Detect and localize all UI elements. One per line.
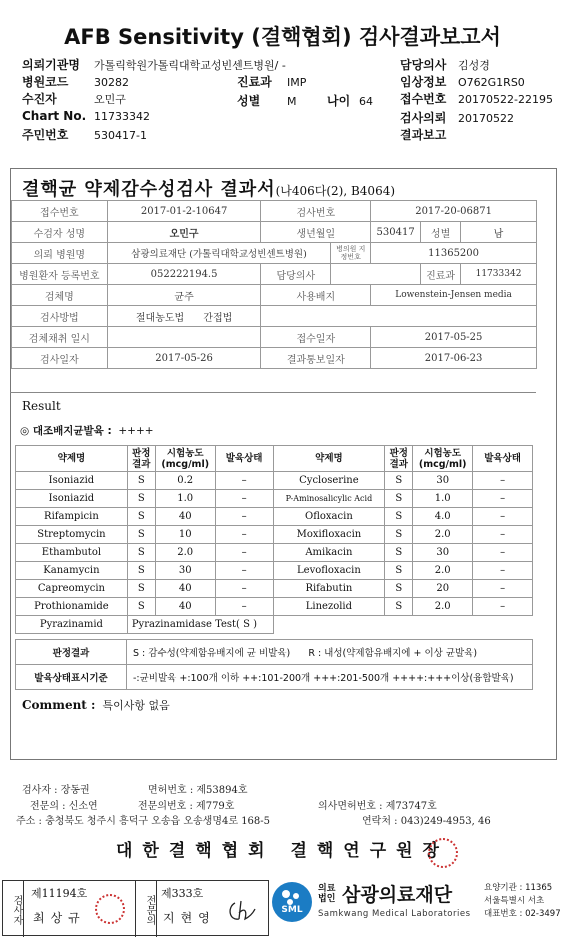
drug-cell-l-name: Rifampicin (16, 508, 128, 526)
drug-cell-r-name: Levofloxacin (273, 562, 385, 580)
drug-cell-l-grow: – (215, 472, 273, 490)
table-row (16, 472, 533, 490)
drug-cell-r-res: S (385, 526, 413, 544)
drug-cell-r-grow: – (473, 526, 533, 544)
footer-expert: 전문의 : 신소연 (30, 801, 98, 812)
drug-cell-l-name: Prothionamide (16, 598, 128, 616)
tester-tag: 검사자 (3, 881, 24, 937)
drug-cell-l-name: Isoniazid (16, 472, 128, 490)
table-row (16, 526, 533, 544)
drug-cell-l-conc: 10 (155, 526, 215, 544)
header-sex: 성별 M (237, 94, 297, 108)
institution-info: 요양기관 : 11365 서울특별시 서초 대표번호 : 02-3497 (484, 883, 561, 919)
drug-cell-r-name: P-Aminosalicylic Acid (273, 490, 385, 508)
drug-cell-l-res: S (127, 508, 155, 526)
table-row (16, 508, 533, 526)
table-row (16, 490, 533, 508)
drug-cell-l-grow: – (215, 544, 273, 562)
footer-tel: 연락처 : 043)249-4953, 46 (362, 816, 491, 827)
footer-tester: 검사자 : 장동권 (22, 785, 90, 796)
drug-cell-l-name: Ethambutol (16, 544, 128, 562)
drug-cell-l-grow: – (215, 490, 273, 508)
drug-cell-l-grow: – (215, 526, 273, 544)
drug-cell-r-res: S (385, 562, 413, 580)
header-age: 나이 64 (327, 94, 373, 108)
logo-name: 삼광의료재단 (342, 884, 453, 906)
logo-prefix: 의료법인 (318, 884, 336, 904)
drug-cell-r-conc: 2.0 (413, 562, 473, 580)
drug-cell-l-grow: – (215, 598, 273, 616)
drug-cell-r-name: Ofloxacin (273, 508, 385, 526)
drug-cell-r-conc: 30 (413, 472, 473, 490)
footer-license: 면허번호 : 제53894호 (148, 785, 248, 796)
drug-cell-r-grow: – (473, 508, 533, 526)
official-seal (428, 838, 458, 868)
drug-cell-l-name: Kanamycin (16, 562, 128, 580)
drug-cell-l-name: Isoniazid (16, 490, 128, 508)
footer-expert-no: 전문의번호 : 제779호 (138, 801, 235, 812)
drug-cell-r-name: Cycloserine (273, 472, 385, 490)
drug-cell-r-res: S (385, 490, 413, 508)
legend-table: 판정결과 S : 감수성(약제함유배지에 균 비발육) R : 내성(약제함유배지에 + 이상 균발육) 발육상태표시기준 -:균비발육 +:100개 이하 ++:101-200개 +++:201-500개 ++++:+++이상(융합발육) (15, 639, 533, 690)
expert-no: 제333호 (161, 887, 204, 900)
drug-cell-l-conc: 40 (155, 508, 215, 526)
drug-cell-l-res: S (127, 490, 155, 508)
drug-cell-r-grow: – (473, 562, 533, 580)
drug-cell-l-res: S (127, 580, 155, 598)
drug-cell-l-res: S (127, 598, 155, 616)
drug-cell-l-grow: – (215, 508, 273, 526)
sheet-title: 결핵균 약제감수성검사 결과서(나406다(2), B4064) (22, 179, 396, 200)
control-culture: ◎ 대조배지균발육 : ++++ (20, 425, 154, 437)
drug-cell-l-name: Streptomycin (16, 526, 128, 544)
drug-cell-l-conc: 0.2 (155, 472, 215, 490)
drug-cell-l-conc: 40 (155, 598, 215, 616)
drug-cell-r-res: S (385, 598, 413, 616)
association-name: 대한결핵협회 결핵연구원장 (116, 841, 449, 861)
drug-cell-r-conc: 1.0 (413, 490, 473, 508)
tester-seal (95, 894, 125, 924)
header-left: 의뢰기관명 가톨릭학원가톨릭대학교성빈센트병원/ - 병원코드 30282 수진자 오민구 Chart No. 11733342 주민번호 530417-1 (22, 58, 286, 142)
drug-cell-r-res: S (385, 472, 413, 490)
drug-cell-r-conc: 30 (413, 544, 473, 562)
result-label: Result (22, 399, 61, 413)
drug-cell-r-name: Linezolid (273, 598, 385, 616)
drug-cell-l-conc: 2.0 (155, 544, 215, 562)
drug-cell-r-res: S (385, 580, 413, 598)
expert-tag: 전문의 (135, 881, 157, 937)
table-row (16, 562, 533, 580)
drug-cell-r-conc: 4.0 (413, 508, 473, 526)
drug-cell-r-conc: 20 (413, 580, 473, 598)
drug-cell-l-grow: – (215, 580, 273, 598)
drug-cell-r-conc: 2.0 (413, 526, 473, 544)
drug-cell-r-name: Amikacin (273, 544, 385, 562)
drug-cell-l-res: S (127, 562, 155, 580)
comment: Comment : 특이사항 없음 (22, 698, 170, 712)
drug-cell-r-grow: – (473, 490, 533, 508)
drug-cell-r-grow: – (473, 598, 533, 616)
drug-cell-l-conc: 1.0 (155, 490, 215, 508)
drug-cell-r-grow: – (473, 580, 533, 598)
drug-cell-l-conc: 30 (155, 562, 215, 580)
drug-cell-r-grow: – (473, 472, 533, 490)
table-row (16, 580, 533, 598)
patient-info-table: 접수번호 2017-01-2-10647 검사번호 2017-20-06871 수검자 성명 오민구 생년월일 530417 성별 남 의뢰 병원명 삼광의료재단 (가톨릭대학교성빈센트병원) 병의원 지정번호 11365200 병원환자 등록번호 052222194.5 담당의사 진료과 11733342 검체명 균주 사용배지 Lowenstein-Jensen media 검사방법 절대농도법 간접법 검체채취 일시 접수일자 2017-05-25 검사일자 2017-05-26 결과통보일자 2017-06-23 (11, 200, 537, 369)
expert-signature (225, 897, 257, 925)
drug-table: 약제명 판정결과 시험농도(mcg/ml) 발육상태 약제명 판정결과 시험농도(mcg/ml) 발육상태 Isoniazid S 0.2 – Cycloserine S 30 – Isoniazid S 1.0 – P-Aminosalicylic Acid S 1.0 – Rifampicin S 40 – Ofloxacin S 4.0 – Streptomycin S 10 – Moxifloxacin S 2.0 – Ethambutol S 2.0 – Amikacin S 30 – Kanamycin S 30 – Levofloxacin S 2.0 – Capreomycin S 40 – Rifabutin S 20 – Prothionamide S 40 – Linezolid S 2.0 – Pyrazinamid Pyrazinamidase Test( S ) (15, 445, 533, 634)
drug-cell-r-name: Moxifloxacin (273, 526, 385, 544)
drug-cell-l-grow: – (215, 562, 273, 580)
footer-address: 주소 : 충청북도 청주시 흥덕구 오송읍 오송생명4로 168-5 (16, 816, 271, 827)
drug-cell-r-res: S (385, 508, 413, 526)
tester-name: 최상규 (33, 911, 86, 925)
drug-cell-l-name: Capreomycin (16, 580, 128, 598)
drug-cell-r-grow: – (473, 544, 533, 562)
header-dept: 진료과 IMP (237, 75, 307, 89)
pza-result: Pyrazinamidase Test( S ) (127, 616, 273, 634)
sml-logo-icon: SML (272, 882, 312, 922)
signature-box (2, 880, 269, 936)
drug-cell-r-conc: 2.0 (413, 598, 473, 616)
drug-cell-l-res: S (127, 544, 155, 562)
pza-name: Pyrazinamid (16, 616, 128, 634)
logo-english: Samkwang Medical Laboratories (318, 909, 471, 919)
tester-no: 제11194호 (31, 887, 88, 900)
table-row (16, 598, 533, 616)
footer-doc-license: 의사면허번호 : 제73747호 (318, 801, 437, 812)
drug-cell-r-name: Rifabutin (273, 580, 385, 598)
table-row (16, 544, 533, 562)
drug-cell-l-res: S (127, 472, 155, 490)
report-title: AFB Sensitivity (결핵협회) 검사결과보고서 (64, 25, 501, 49)
drug-cell-r-res: S (385, 544, 413, 562)
expert-name: 지현영 (163, 911, 216, 925)
drug-cell-l-res: S (127, 526, 155, 544)
header-right: 담당의사 김성경 임상정보 O762G1RS0 접수번호 20170522-22195 검사의뢰 20170522 결과보고 (400, 58, 553, 142)
drug-cell-l-conc: 40 (155, 580, 215, 598)
